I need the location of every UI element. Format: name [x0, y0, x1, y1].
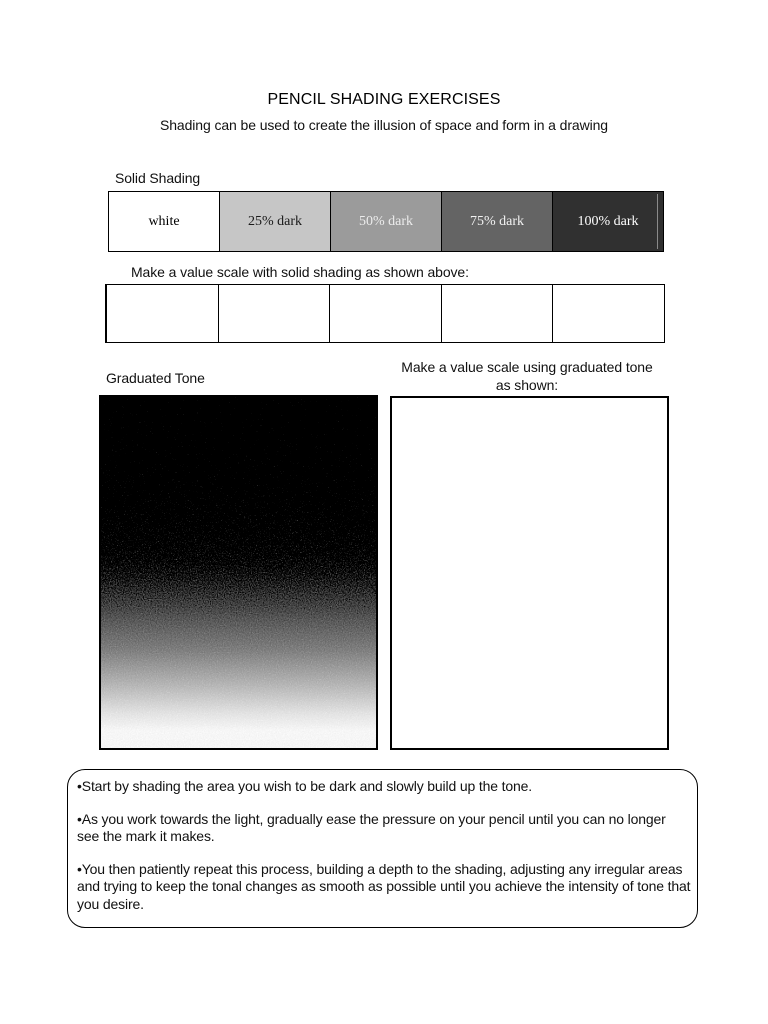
empty-scale-cell [107, 285, 219, 342]
solid-cell-label: 75% dark [469, 213, 525, 229]
solid-cell-label: white [148, 213, 180, 229]
instruction-note: •You then patiently repeat this process, building a depth to the shading, adjusting any irregular areas and trying to keep the tonal changes as smooth as possible until you achieve the intensity of tone that you desire. [77, 860, 691, 912]
solid-cell-white [109, 192, 220, 251]
solid-cell-label: 100% dark [577, 213, 639, 229]
empty-value-scale [105, 284, 665, 343]
graduated-tone-label: Graduated Tone [106, 370, 205, 386]
instruction-note: •Start by shading the area you wish to be dark and slowly build up the tone. [77, 778, 533, 794]
graduated-tone-gradient [101, 397, 376, 748]
solid-cell-100 [553, 192, 663, 251]
page-title: PENCIL SHADING EXERCISES [267, 91, 501, 108]
graduated-tone-practice-box [390, 396, 669, 750]
instruction-note: •As you work towards the light, gradually ease the pressure on your pencil until you can no longer see the mark it makes. [77, 810, 666, 844]
solid-shading-label: Solid Shading [115, 170, 201, 186]
value-scale-instruction: Make a value scale with solid shading as shown above: [131, 264, 469, 280]
empty-scale-cell [219, 285, 331, 342]
graduated-tone-instruction: Make a value scale using graduated tone as shown: [401, 359, 653, 393]
solid-cell-75 [442, 192, 553, 251]
page-subtitle: Shading can be used to create the illusion of space and form in a drawing [160, 117, 608, 133]
solid-cell-label: 50% dark [358, 213, 414, 229]
solid-shading-scale [108, 191, 664, 252]
solid-cell-25 [220, 192, 331, 251]
graduated-tone-example [99, 395, 378, 750]
empty-scale-cell [330, 285, 442, 342]
solid-cell-50 [331, 192, 442, 251]
solid-cell-label: 25% dark [247, 213, 303, 229]
empty-scale-cell [442, 285, 554, 342]
instructions-box [67, 769, 698, 928]
empty-scale-cell [553, 285, 664, 342]
